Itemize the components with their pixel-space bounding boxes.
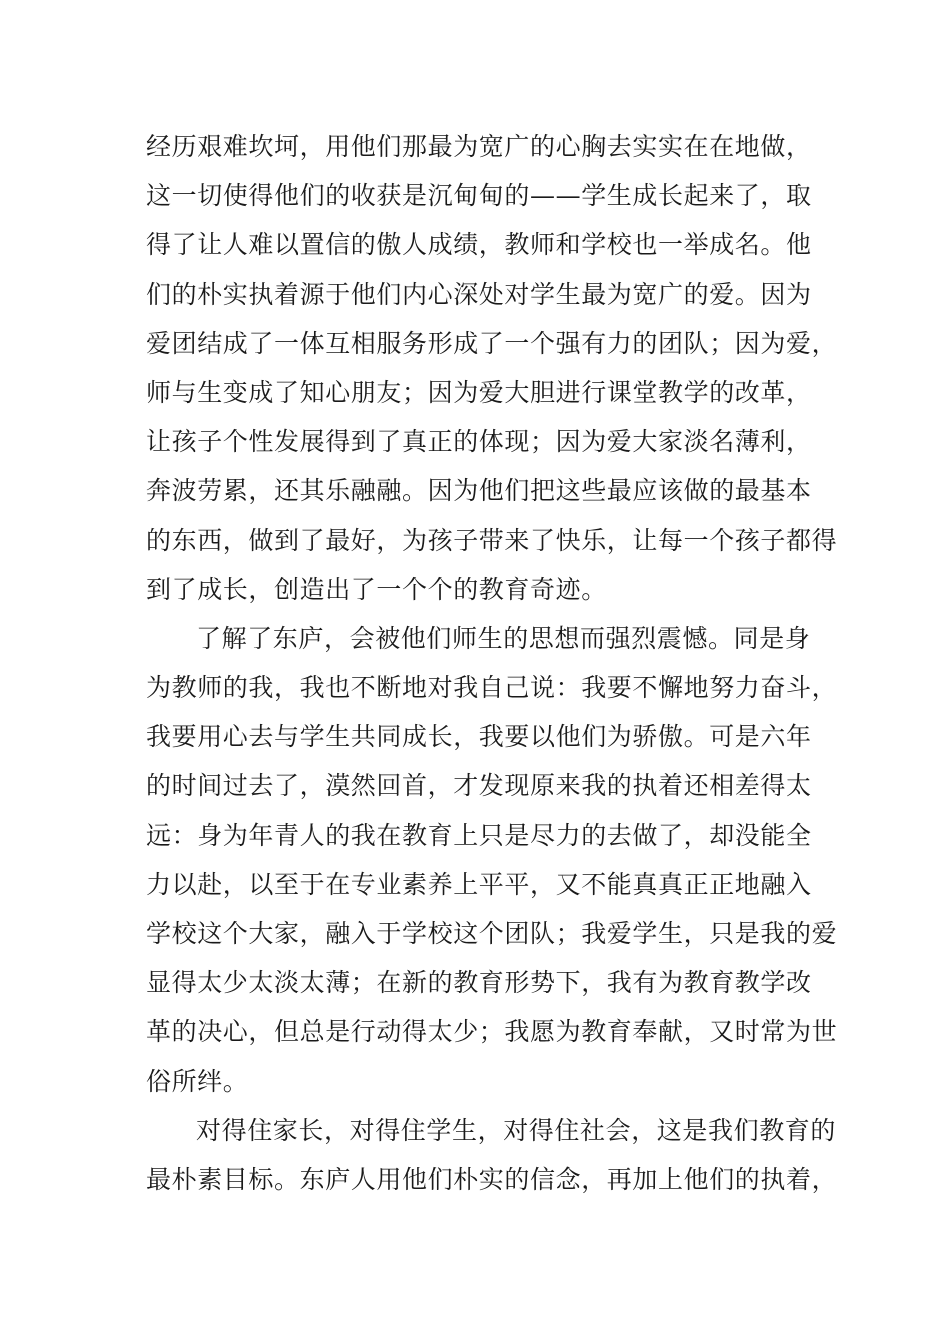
text-line: 学校这个大家，融入于学校这个团队；我爱学生，只是我的爱 [146,919,838,948]
text-line: 得了让人难以置信的傲人成绩，教师和学校也一举成名。他 [146,230,812,260]
text-line: 显得太少太淡太薄；在新的教育形势下，我有为教育教学改 [146,968,812,998]
paragraph-1 [146,122,838,614]
text-line: 的东西，做到了最好，为孩子带来了快乐，让每一个孩子都得 [146,525,838,555]
text-line: 让孩子个性发展得到了真正的体现；因为爱大家淡名薄利， [146,427,812,457]
body-text [146,122,838,1204]
text-line: 奔波劳累，还其乐融融。因为他们把这些最应该做的最基本 [146,476,812,506]
text-line: 力以赴，以至于在专业素养上平平，又不能真真正正地融入 [146,869,812,899]
text-line: 到了成长，创造出了一个个的教育奇迹。 [146,574,607,604]
text-line: 革的决心，但总是行动得太少；我愿为教育奉献，又时常为世 [146,1017,838,1047]
text-line: 为教师的我，我也不断地对我自己说：我要不懈地努力奋斗， [146,673,838,703]
text-line: 远：身为年青人的我在教育上只是尽力的去做了，却没能全 [146,820,812,850]
text-line: 我要用心去与学生共同成长，我要以他们为骄傲。可是六年 [146,722,812,752]
text-line: 的时间过去了，漠然回首，才发现原来我的执着还相差得太 [146,771,812,801]
text-line: 们的朴实执着源于他们内心深处对学生最为宽广的爱。因为 [146,279,812,309]
text-line: 了解了东庐，会被他们师生的思想而强烈震憾。同是身 [196,623,811,653]
text-line: 俗所绊。 [146,1066,249,1096]
text-line: 最朴素目标。东庐人用他们朴实的信念，再加上他们的执着， [146,1164,838,1194]
paragraph-2 [146,614,838,1106]
text-line: 这一切使得他们的收获是沉甸甸的——学生成长起来了，取 [146,181,812,211]
text-line: 经历艰难坎坷，用他们那最为宽广的心胸去实实在在地做， [146,132,812,161]
text-line: 爱团结成了一体互相服务形成了一个强有力的团队；因为爱， [146,328,838,358]
paragraph-3 [146,1106,838,1204]
text-line: 对得住家长，对得住学生，对得住社会，这是我们教育的 [196,1115,837,1145]
text-line: 师与生变成了知心朋友；因为爱大胆进行课堂教学的改革， [146,377,812,407]
